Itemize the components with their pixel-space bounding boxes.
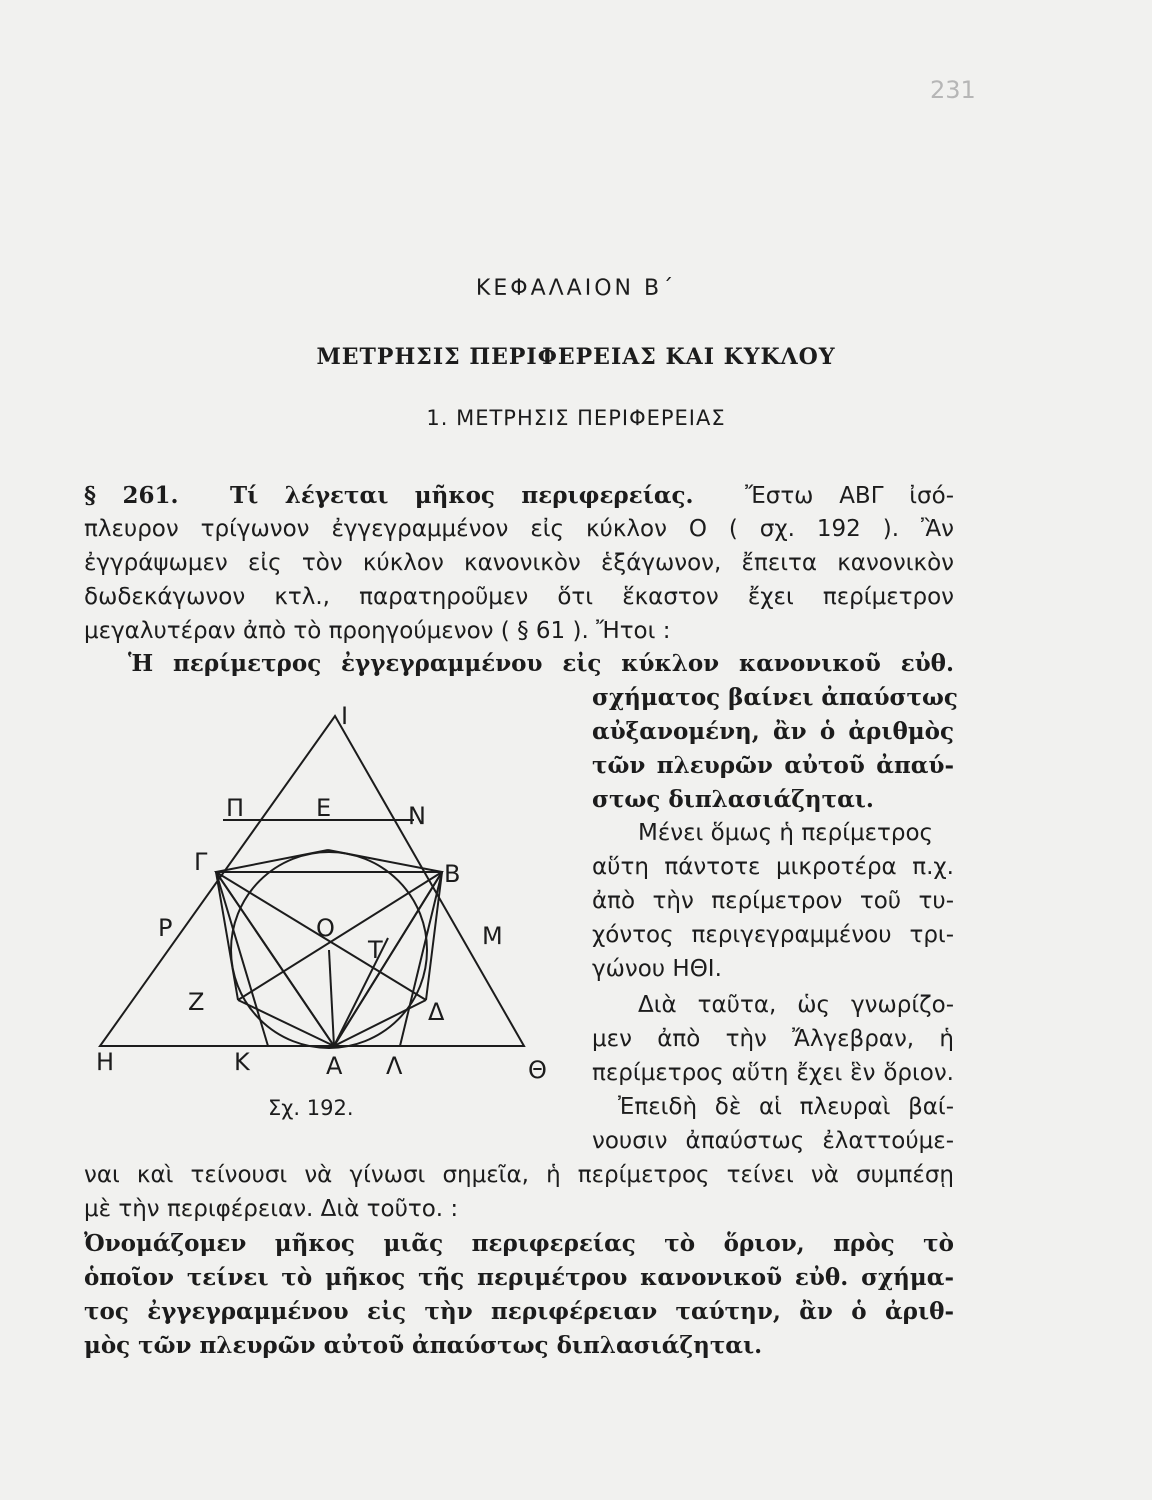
right-text-line-8: περίμετρος αὕτη ἔχει ἓν ὅριον.	[592, 1060, 954, 1086]
section-heading: Τί λέγεται μῆκος περιφερείας.	[230, 482, 694, 509]
radius-oa	[329, 950, 334, 1046]
section-number: § 261.	[84, 482, 179, 509]
label-o: Ο	[316, 914, 335, 942]
label-k: Κ	[234, 1048, 250, 1076]
chapter-title: ΜΕΤΡΗΣΙΣ ΠΕΡΙΦΕΡΕΙΑΣ ΚΑΙ ΚΥΚΛΟΥ	[316, 344, 836, 370]
definition-line-2: ὁποῖον τείνει τὸ μῆκος τῆς περιμέτρου κανονικοῦ εὐθ. σχήμα-	[84, 1264, 954, 1291]
label-p: Ρ	[158, 914, 173, 942]
label-i: Ι	[341, 702, 349, 730]
line-a-gamma	[216, 872, 334, 1046]
right-text-line-5: γώνου ΗΘΙ.	[592, 956, 722, 982]
label-m: Μ	[482, 922, 503, 950]
label-b: Β	[444, 860, 461, 888]
right-text-line-3: ἀπὸ τὴν περίμετρον τοῦ τυ-	[592, 888, 954, 914]
paragraph-line-5: μεγαλυτέραν ἀπὸ τὸ προηγούμενον ( § 61 ). Ἤτοι :	[84, 618, 671, 644]
paragraph-line-1-rest: Ἔστω ΑΒΓ ἰσό-	[745, 483, 955, 509]
label-z: Ζ	[188, 988, 205, 1016]
right-text-line-7: μεν ἀπὸ τὴν Ἄλγεβραν, ἡ	[592, 1026, 954, 1052]
paragraph-line-2: πλευρον τρίγωνον ἐγγεγραμμένον εἰς κύκλον Ο ( σχ. 192 ). Ἂν	[84, 516, 954, 542]
label-lambda: Λ	[386, 1052, 403, 1080]
chapter-label: ΚΕΦΑΛΑΙΟΝ Β΄	[475, 276, 677, 301]
after-figure-line-1: ναι καὶ τείνουσι νὰ γίνωσι σημεῖα, ἡ περίμετρος τείνει νὰ συμπέσῃ	[84, 1162, 954, 1188]
hexagon-side-3	[426, 872, 442, 1000]
section-title: 1. ΜΕΤΡΗΣΙΣ ΠΕΡΙΦΕΡΕΙΑΣ	[426, 406, 726, 430]
page-number: 231	[930, 76, 976, 104]
label-theta: Θ	[528, 1056, 547, 1084]
after-figure-line-2: μὲ τὴν περιφέρειαν. Διὰ τοῦτο. :	[84, 1196, 459, 1222]
theorem-line-5: στως διπλασιάζηται.	[592, 786, 874, 813]
label-pi: Π	[226, 794, 245, 822]
figure-caption: Σχ. 192.	[268, 1096, 354, 1120]
right-text-line-10: νουσιν ἀπαύστως ἐλαττούμε-	[592, 1128, 954, 1154]
label-delta: Δ	[428, 998, 445, 1026]
right-text-line-9: Ἐπειδὴ δὲ αἱ πλευραὶ βαί-	[618, 1094, 954, 1120]
right-text-line-2: αὕτη πάντοτε μικροτέρα π.χ.	[592, 854, 954, 880]
paragraph-line-4: δωδεκάγωνον κτλ., παρατηροῦμεν ὅτι ἕκαστον ἔχει περίμετρον	[84, 584, 954, 610]
paragraph-line-1	[84, 484, 954, 508]
diag-b-z	[238, 872, 442, 1000]
label-e: Ε	[316, 794, 332, 822]
label-t: Τ	[368, 936, 383, 964]
theorem-line-3: αὐξανομένη, ἂν ὁ ἀριθμὸς	[592, 718, 954, 745]
definition-line-4: μὸς τῶν πλευρῶν αὐτοῦ ἀπαύστως διπλασιάζηται.	[84, 1332, 763, 1359]
right-text-line-1: Μένει ὅμως ἡ περίμετρος	[638, 820, 934, 846]
label-gamma: Γ	[194, 848, 208, 876]
theorem-line-2: σχήματος βαίνει ἀπαύστως	[592, 684, 958, 711]
label-n: Ν	[408, 802, 426, 830]
label-a: Α	[326, 1052, 343, 1080]
right-text-line-4: χόντος περιγεγραμμένου τρι-	[592, 922, 954, 948]
theorem-line-1: Ἡ περίμετρος ἐγγεγραμμένου εἰς κύκλον κανονικοῦ εὐθ.	[128, 650, 954, 677]
geometry-figure	[88, 700, 568, 1130]
label-h: Η	[96, 1048, 115, 1076]
theorem-line-4: τῶν πλευρῶν αὐτοῦ ἀπαύ-	[592, 752, 954, 779]
paragraph-line-3: ἐγγράψωμεν εἰς τὸν κύκλον κανονικὸν ἑξάγωνον, ἔπειτα κανονικὸν	[84, 550, 954, 576]
definition-line-1: Ὀνομάζομεν μῆκος μιᾶς περιφερείας τὸ ὅριον, πρὸς τὸ	[84, 1230, 954, 1257]
definition-line-3: τος ἐγγεγραμμένου εἰς τὴν περιφέρειαν ταύτην, ἂν ὁ ἀριθ-	[84, 1298, 954, 1325]
right-text-line-6: Διὰ ταῦτα, ὡς γνωρίζο-	[638, 992, 954, 1018]
